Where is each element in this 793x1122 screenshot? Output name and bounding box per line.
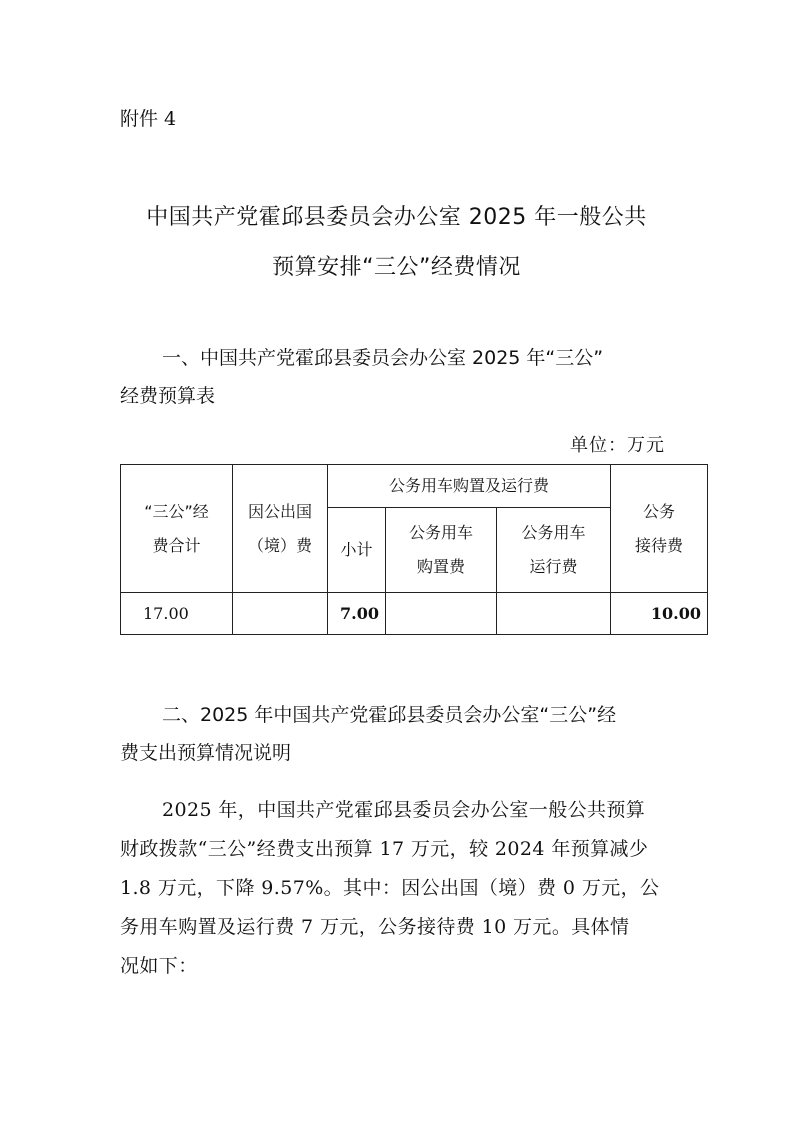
header-total-line-1: “三公”经 — [144, 501, 209, 521]
cell-total: 17.00 — [121, 593, 233, 635]
cell-operation — [497, 593, 611, 635]
header-operation-line-2: 运行费 — [529, 557, 578, 576]
header-reception-line-1: 公务 — [642, 501, 675, 521]
header-abroad — [233, 465, 328, 593]
header-reception-line-2: 接待费 — [634, 535, 683, 555]
table-row — [121, 593, 708, 635]
header-vehicle-group: 公务用车购置及运行费 — [328, 465, 611, 508]
paragraph-line-1: 2025 年，中国共产党霍邱县委员会办公室一般公共预算 — [162, 799, 646, 821]
cell-subtotal: 7.00 — [328, 593, 386, 635]
document-title-line-1: 中国共产党霍邱县委员会办公室 2025 年一般公共 — [146, 205, 647, 230]
paragraph-line-5: 况如下： — [120, 955, 198, 977]
cell-purchase — [386, 593, 497, 635]
header-purchase-line-2: 购置费 — [416, 557, 465, 576]
paragraph-line-3: 1.8 万元，下降 9.57%。其中：因公出国（境）费 0 万元，公 — [120, 877, 660, 899]
paragraph-line-4: 务用车购置及运行费 7 万元，公务接待费 10 万元。具体情 — [120, 916, 630, 938]
cell-reception: 10.00 — [611, 593, 708, 635]
attachment-label: 附件 4 — [120, 108, 177, 130]
unit-label: 单位：万元 — [570, 435, 665, 456]
section-1-heading-line-1: 一、中国共产党霍邱县委员会办公室 2025 年“三公” — [162, 347, 604, 369]
section-1-heading-line-2: 经费预算表 — [120, 385, 216, 407]
cell-abroad — [233, 593, 328, 635]
header-subtotal: 小计 — [328, 508, 386, 593]
header-abroad-line-1: 因公出国 — [247, 501, 312, 521]
table-header-row-1 — [121, 465, 708, 508]
paragraph-line-2: 财政拨款“三公”经费支出预算 17 万元，较 2024 年预算减少 — [120, 838, 649, 860]
header-reception — [611, 465, 708, 593]
header-abroad-line-2: （境）费 — [247, 535, 312, 555]
header-total-line-2: 费合计 — [152, 535, 201, 555]
header-operation-line-1: 公务用车 — [521, 523, 586, 542]
section-2-heading-line-1: 二、2025 年中国共产党霍邱县委员会办公室“三公”经 — [162, 704, 617, 726]
budget-table — [120, 464, 708, 635]
header-purchase-line-1: 公务用车 — [408, 523, 473, 542]
header-total — [121, 465, 233, 593]
header-operation — [497, 508, 611, 593]
document-title-line-2: 预算安排“三公”经费情况 — [272, 255, 521, 280]
header-purchase — [386, 508, 497, 593]
section-2-heading-line-2: 费支出预算情况说明 — [120, 742, 292, 764]
